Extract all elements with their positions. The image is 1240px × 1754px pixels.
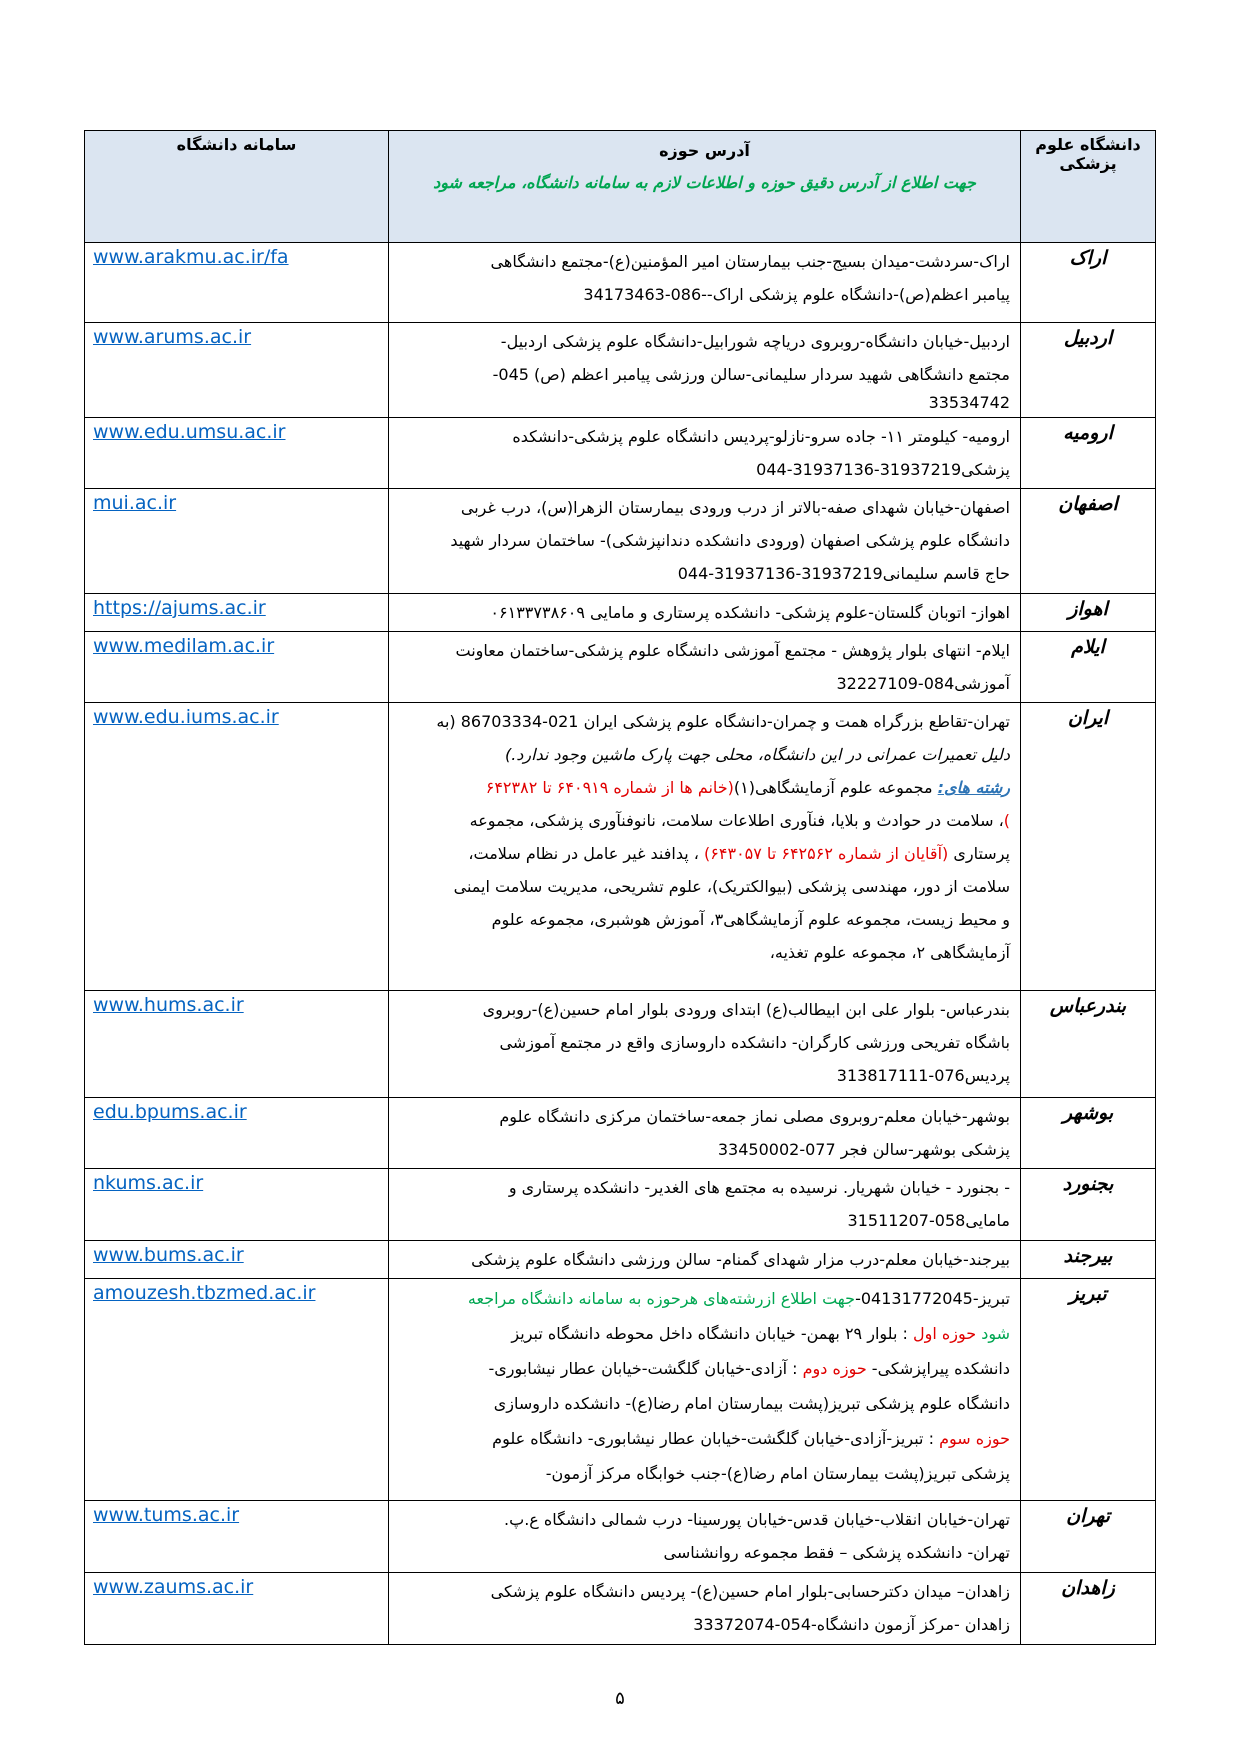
table-row (85, 323, 1156, 418)
address-line: مجتمع دانشگاهی شهید سردار سلیمانی-سالن ورزشی پیامبر اعظم (ص) 045- (492, 365, 1010, 384)
university-name: ایلام (1021, 632, 1156, 703)
website-cell (85, 489, 389, 594)
website-link[interactable]: www.bums.ac.ir (93, 1244, 244, 1266)
address-line (395, 1351, 1010, 1386)
website-link[interactable]: www.arums.ac.ir (93, 326, 252, 348)
address-text: دانشکده پیراپزشکی- (866, 1359, 1010, 1378)
website-cell (85, 323, 389, 418)
fields-line: آزمایشگاهی ۲، مجموعه علوم تغذیه، (769, 943, 1010, 962)
address-note: دلیل تعمیرات عمرانی در این دانشگاه، محلی جهت پارک ماشین وجود ندارد.) (504, 745, 1010, 764)
fields-label: رشته های: (937, 778, 1010, 797)
website-cell (85, 1169, 389, 1241)
address-line: بوشهر-خیابان معلم-روبروی مصلی نماز جمعه-ساختمان مرکزی دانشگاه علوم (499, 1107, 1010, 1126)
university-name: بندرعباس (1021, 991, 1156, 1098)
address-line: زاهدان– میدان دکترحسابی-بلوار امام حسین(ع)- پردیس دانشگاه علوم پزشکی (490, 1582, 1010, 1601)
address-line: پزشکی تبریز(پشت بیمارستان امام رضا(ع)-جنب خوابگاه مرکز آزمون- (545, 1464, 1010, 1483)
university-name: اهواز (1021, 594, 1156, 632)
address-cell (389, 489, 1021, 594)
address-line: حاج قاسم سلیمانی31937219-31937136-044 (677, 564, 1010, 583)
website-link[interactable]: www.edu.iums.ac.ir (93, 706, 279, 728)
address-line: بندرعباس- بلوار علی ابن ابیطالب(ع) ابتدای ورودی بلوار امام حسین(ع)-روبروی (482, 1000, 1010, 1019)
website-link[interactable]: www.edu.umsu.ac.ir (93, 421, 286, 443)
address-text: : آزادی-خیابان گلگشت-خیابان عطار نیشابوری- (488, 1359, 803, 1378)
table-row (85, 1169, 1156, 1241)
address-line: اردبیل-خیابان دانشگاه-روبروی دریاچه شورابیل-دانشگاه علوم پزشکی اردبیل- (500, 332, 1010, 351)
address-note: شود (981, 1324, 1010, 1343)
fields-text: پرستاری (948, 844, 1010, 863)
university-name: اراک (1021, 243, 1156, 323)
address-cell (389, 594, 1021, 632)
address-text: تبریز-04131772045- (855, 1289, 1010, 1308)
table-row (85, 489, 1156, 594)
address-line: اراک-سردشت-میدان بسیج-جنب بیمارستان امیر المؤمنین(ع)-مجتمع دانشگاهی (490, 252, 1010, 271)
table-row (85, 1098, 1156, 1169)
website-cell (85, 1241, 389, 1279)
address-line: ارومیه- کیلومتر ۱۱- جاده سرو-نازلو-پردیس دانشگاه علوم پزشکی-دانشکده (512, 427, 1010, 446)
address-line: تهران- دانشکده پزشکی – فقط مجموعه روانشناسی (663, 1543, 1010, 1562)
fields-line (395, 837, 1010, 870)
address-line: آموزشی084-32227109 (836, 674, 1010, 693)
fields-range-close: ) (1003, 811, 1010, 830)
address-line: زاهدان -مرکز آزمون دانشگاه-054-33372074 (693, 1615, 1010, 1634)
address-text: : بلوار ۲۹ بهمن- خیابان دانشگاه داخل محوطه دانشگاه تبریز (511, 1324, 913, 1343)
university-name: زاهدان (1021, 1573, 1156, 1645)
website-link[interactable]: edu.bpums.ac.ir (93, 1101, 247, 1123)
website-cell (85, 1501, 389, 1573)
universities-table (84, 130, 1156, 1645)
website-cell (85, 243, 389, 323)
university-name: ایران (1021, 703, 1156, 991)
address-line: پزشکی31937219-31937136-044 (756, 460, 1010, 479)
address-line: تهران-خیابان انقلاب-خیابان قدس-خیابان پورسینا- درب شمالی دانشگاه ع.پ. (504, 1510, 1010, 1529)
header-address-title: آدرس حوزه (659, 141, 750, 160)
address-cell (389, 1098, 1021, 1169)
address-cell (389, 323, 1021, 418)
page-number: ۵ (615, 1688, 625, 1709)
address-line: اصفهان-خیابان شهدای صفه-بالاتر از درب ورودی بیمارستان الزهرا(س)، درب غربی (460, 498, 1010, 517)
address-cell (389, 418, 1021, 489)
website-link[interactable]: https://ajums.ac.ir (93, 597, 266, 619)
website-cell (85, 1098, 389, 1169)
fields-range-men: (آقایان از شماره ۶۴۲۵۶۲ تا ۶۴۳۰۵۷) (704, 844, 949, 863)
zone-label: حوزه دوم (802, 1359, 867, 1378)
website-link[interactable]: www.medilam.ac.ir (93, 635, 275, 657)
website-link[interactable]: www.arakmu.ac.ir/fa (93, 246, 289, 268)
address-cell (389, 1573, 1021, 1645)
address-line: پزشکی بوشهر-سالن فجر 077-33450002 (717, 1140, 1010, 1159)
address-note: جهت اطلاع ازرشته‌های هرحوزه به سامانه دانشگاه مراجعه (467, 1289, 856, 1308)
header-address-note: جهت اطلاع از آدرس دقیق حوزه و اطلاعات لازم به سامانه دانشگاه، مراجعه شود (433, 173, 976, 192)
address-line: 33534742 (928, 393, 1010, 412)
address-cell (389, 991, 1021, 1098)
address-cell (389, 1241, 1021, 1279)
address-line: پردیس076-313817111 (836, 1066, 1010, 1085)
table-row (85, 594, 1156, 632)
website-cell (85, 1573, 389, 1645)
fields-line (395, 804, 1010, 837)
website-link[interactable]: mui.ac.ir (93, 492, 177, 514)
table-row (85, 1501, 1156, 1573)
table-row (85, 703, 1156, 991)
header-website: سامانه دانشگاه (85, 131, 389, 243)
address-line (395, 1421, 1010, 1456)
university-name: اردبیل (1021, 323, 1156, 418)
address-cell (389, 1279, 1021, 1501)
fields-line: و محیط زیست، مجموعه علوم آزمایشگاهی۳، آموزش هوشبری، مجموعه علوم (491, 910, 1010, 929)
table-header-row (85, 131, 1156, 243)
address-cell (389, 243, 1021, 323)
zone-label: حوزه اول (912, 1324, 982, 1343)
website-link[interactable]: www.tums.ac.ir (93, 1504, 240, 1526)
address-line: اهواز- اتوبان گلستان-علوم پزشکی- دانشکده پرستاری و مامایی ۰۶۱۳۳۷۳۸۶۰۹ (490, 603, 1010, 622)
table-row (85, 991, 1156, 1098)
table-row (85, 632, 1156, 703)
university-name: اصفهان (1021, 489, 1156, 594)
address-cell (389, 1169, 1021, 1241)
website-cell (85, 632, 389, 703)
address-line (395, 1316, 1010, 1351)
fields-text: مجموعه علوم آزمایشگاهی(۱) (733, 778, 938, 797)
address-cell (389, 703, 1021, 991)
zone-label: حوزه سوم (939, 1429, 1010, 1448)
website-cell (85, 991, 389, 1098)
address-line: ایلام- انتهای بلوار پژوهش - مجتمع آموزشی دانشگاه علوم پزشکی-ساختمان معاونت (455, 641, 1010, 660)
university-name: بیرجند (1021, 1241, 1156, 1279)
address-text: : تبریز-آزادی-خیابان گلگشت-خیابان عطار نیشابوری- دانشگاه علوم (492, 1429, 940, 1448)
fields-text: ، سلامت در حوادث و بلایا، فنآوری اطلاعات سلامت، نانوفنآوری پزشکی، مجموعه (469, 811, 1004, 830)
university-name: بجنورد (1021, 1169, 1156, 1241)
table-row (85, 243, 1156, 323)
address-line: باشگاه تفریحی ورزشی کارگران- دانشکده داروسازی واقع در مجتمع آموزشی (499, 1033, 1010, 1052)
address-line: بیرجند-خیابان معلم-درب مزار شهدای گمنام- سالن ورزشی دانشگاه علوم پزشکی (471, 1250, 1010, 1269)
website-link[interactable]: amouzesh.tbzmed.ac.ir (93, 1282, 316, 1304)
university-name: ارومیه (1021, 418, 1156, 489)
university-name: بوشهر (1021, 1098, 1156, 1169)
table-row (85, 1573, 1156, 1645)
header-address (389, 131, 1021, 243)
address-line: تهران-تقاطع بزرگراه همت و چمران-دانشگاه علوم پزشکی ایران 021-86703334 (به (436, 712, 1010, 731)
address-line: دانشگاه علوم پزشکی اصفهان (ورودی دانشکده دندانپزشکی)- ساختمان سردار شهید (450, 531, 1010, 550)
address-line: پیامبر اعظم(ص)-دانشگاه علوم پزشکی اراک--086-34173463 (583, 285, 1010, 304)
table-row (85, 418, 1156, 489)
website-cell (85, 1279, 389, 1501)
table-row (85, 1279, 1156, 1501)
table-row (85, 1241, 1156, 1279)
website-cell (85, 703, 389, 991)
website-cell (85, 594, 389, 632)
address-line (395, 1281, 1010, 1316)
website-link[interactable]: www.zaums.ac.ir (93, 1576, 254, 1598)
university-name: تبریز (1021, 1279, 1156, 1501)
header-university: دانشگاه علوم پزشکی (1021, 131, 1156, 243)
address-cell (389, 1501, 1021, 1573)
fields-range-women: (خانم ها از شماره ۶۴۰۹۱۹ تا ۶۴۲۳۸۲ (485, 778, 734, 797)
fields-line: سلامت از دور، مهندسی پزشکی (بیوالکتریک)، علوم تشریحی، مدیریت سلامت ایمنی (453, 877, 1010, 896)
university-name: تهران (1021, 1501, 1156, 1573)
website-link[interactable]: www.hums.ac.ir (93, 994, 244, 1016)
address-line: دانشگاه علوم پزشکی تبریز(پشت بیمارستان امام رضا(ع)- دانشکده داروسازی (493, 1394, 1010, 1413)
address-cell (389, 632, 1021, 703)
fields-line (395, 771, 1010, 804)
website-cell (85, 418, 389, 489)
address-line: - بجنورد - خیابان شهریار. نرسیده به مجتمع های الغدیر- دانشکده پرستاری و (508, 1178, 1010, 1197)
address-line: مامایی058-31511207 (847, 1211, 1010, 1230)
fields-text: ، پدافند غیر عامل در نظام سلامت، (468, 844, 705, 863)
website-link[interactable]: nkums.ac.ir (93, 1172, 204, 1194)
